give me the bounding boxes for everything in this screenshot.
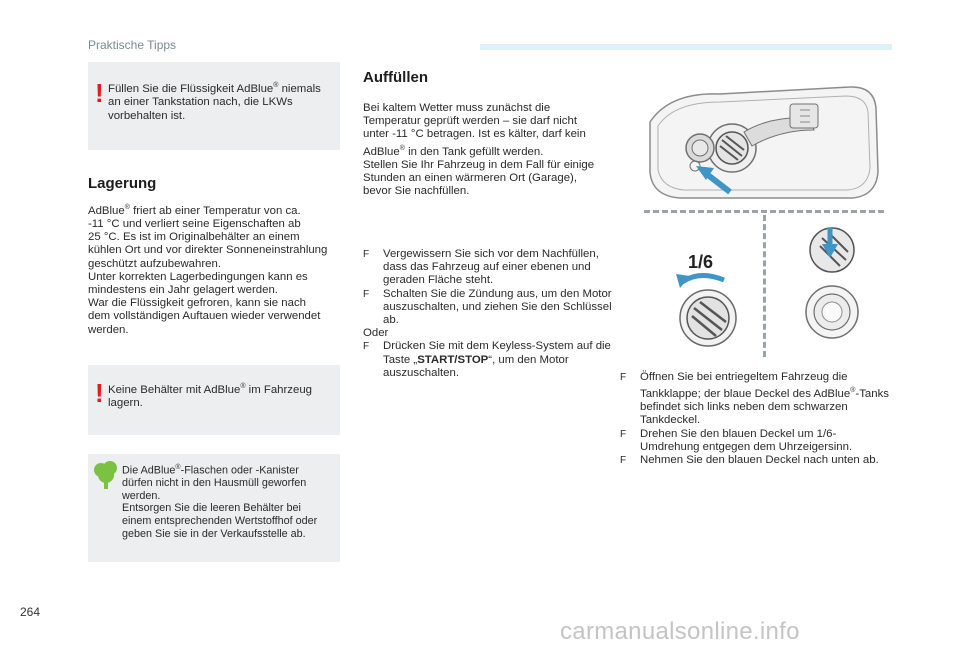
eco-tree-icon	[92, 460, 120, 490]
cap-removal-illustration	[800, 222, 870, 352]
rotation-label: 1/6	[688, 252, 714, 272]
cap-rotation-illustration	[670, 270, 750, 350]
refill-intro: Bei kaltem Wetter muss zunächst die Temperatur geprüft werden – sie darf nicht unter -11 °C betragen. Ist es kälter, darf kein AdBlue® in den Tank gefüllt werden. Stellen Sie Ihr Fahrzeug in dem Fall für einige Stunden an einen wärmeren Ort (Garage), bevor Sie nachfüllen.	[363, 102, 595, 198]
warning-icon: !	[95, 378, 104, 408]
registered-mark: ®	[240, 383, 246, 390]
warning-text-line: lagern.	[108, 397, 143, 410]
eco-note-box	[88, 454, 340, 562]
warning-text-line: Füllen Sie die Flüssigkeit AdBlue	[108, 82, 274, 95]
refill-heading: Auffüllen	[363, 69, 428, 86]
warning-text	[108, 79, 338, 123]
warning-text-line: an einer Tankstation nach, die LKWs	[108, 96, 293, 109]
watermark: carmanualsonline.info	[560, 618, 800, 645]
registered-mark: ®	[273, 82, 279, 89]
refill-preparation-steps	[363, 248, 613, 380]
dashed-divider-vertical	[763, 215, 766, 357]
fuel-flap-illustration	[640, 82, 880, 202]
warning-text-line: Keine Behälter mit AdBlue	[108, 383, 241, 396]
section-title: Praktische Tipps	[88, 38, 177, 52]
warning-text-line: im Fahrzeug	[245, 383, 312, 396]
storage-heading: Lagerung	[88, 175, 157, 192]
warning-text	[108, 380, 338, 411]
storage-paragraph: AdBlue® friert ab einer Temperatur von ca. -11 °C und verliert seine Eigenschaften ab 25 °C. Es ist im Originalbehälter an einem kühlen Ort und vor direkter Sonneneinstrahlung geschützt aufzubewahren. Unter korrekten Lagerbedingungen kann es mindestens ein Jahr gelagert werden. War die Flüssigkeit gefroren, kann sie nach dem vollständigen Auftauen wieder verwendet werden.	[88, 204, 328, 336]
list-item: Oder	[363, 327, 389, 340]
list-item: F Nehmen Sie den blauen Deckel nach unten ab.	[620, 454, 879, 467]
dashed-divider	[644, 210, 884, 213]
header-rule	[480, 44, 892, 50]
list-item: F Drücken Sie mit dem Keyless-System auf die Taste „START/STOP“, um den Motor auszuschalten.	[363, 340, 611, 379]
list-item: F Drehen Sie den blauen Deckel um 1/6-Umdrehung entgegen dem Uhrzeigersinn.	[620, 427, 853, 453]
eco-note-text: Die AdBlue®-Flaschen oder -Kanister dürfen nicht in den Hausmüll geworfen werden. Entsorgen Sie die leeren Behälter bei einem entsprechenden Wertstoffhof oder geben Sie sie in der Verkaufsstelle ab.	[122, 464, 318, 540]
warning-text-line: vorbehalten ist.	[108, 109, 186, 122]
cap-removal-steps	[620, 371, 890, 467]
warning-text-line: niemals	[278, 82, 321, 95]
list-item: F Schalten Sie die Zündung aus, um den Motor auszuschalten, und ziehen Sie den Schlüssel ab.	[363, 287, 612, 327]
page-number: 264	[20, 605, 41, 619]
list-item: F Öffnen Sie bei entriegeltem Fahrzeug die Tankklappe; der blaue Deckel des AdBlue®-Tanks befindet sich links neben dem schwarzen Tankdeckel.	[620, 371, 889, 427]
list-item: F Vergewissern Sie sich vor dem Nachfüllen, dass das Fahrzeug auf einer ebenen und geraden Fläche steht.	[363, 248, 599, 287]
warning-icon: !	[95, 78, 104, 108]
warning-box-refill	[88, 62, 340, 150]
warning-box-storage	[88, 365, 340, 435]
